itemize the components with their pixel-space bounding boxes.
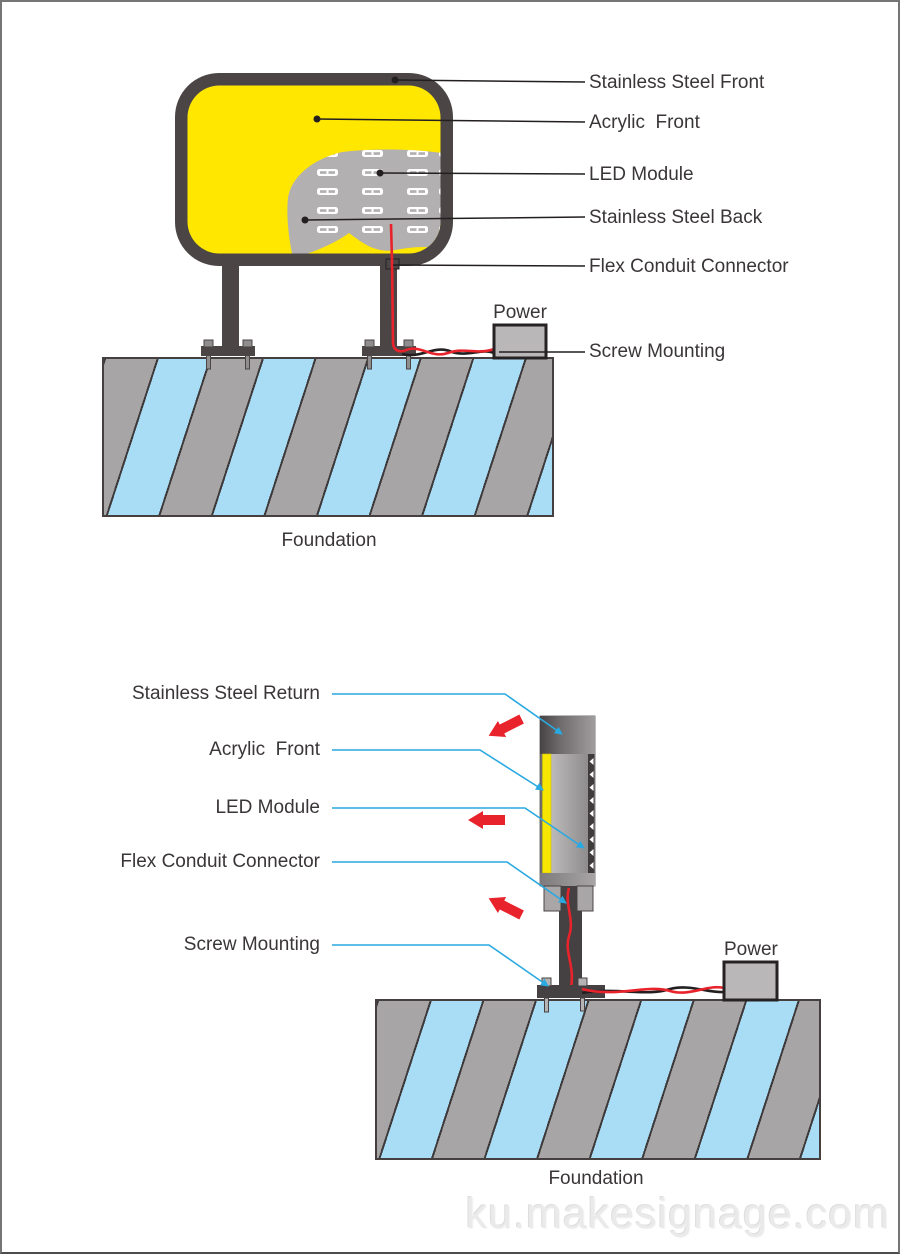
label-stainless-steel-back: Stainless Steel Back <box>589 207 763 228</box>
label-acrylic-front-side: Acrylic Front <box>209 739 320 760</box>
sign-posts <box>222 264 397 348</box>
base-plates <box>201 346 416 356</box>
label-screw-mounting-side: Screw Mounting <box>183 934 320 955</box>
label-led-module-side: LED Module <box>215 797 320 818</box>
label-foundation-bottom: Foundation <box>548 1168 644 1189</box>
diagram-graphics <box>2 2 900 1254</box>
label-stainless-steel-return: Stainless Steel Return <box>132 683 320 704</box>
label-flex-conduit-connector-side: Flex Conduit Connector <box>120 851 320 872</box>
stainless-steel-return-band <box>540 716 595 754</box>
sign-interior <box>551 754 588 873</box>
label-foundation-top: Foundation <box>281 530 377 551</box>
label-screw-mounting: Screw Mounting <box>589 341 726 362</box>
acrylic-front-strip <box>543 754 552 873</box>
power-box-side-view <box>724 962 777 1000</box>
label-stainless-steel-front: Stainless Steel Front <box>589 72 765 93</box>
sign-bottom-cap <box>540 873 595 886</box>
sign-front-view <box>175 73 585 369</box>
watermark: ku.makesignage.com <box>465 1190 890 1238</box>
label-power-top: Power <box>493 302 547 323</box>
power-box-front-view <box>494 325 546 358</box>
mounting-screws <box>207 354 411 369</box>
label-flex-conduit-connector: Flex Conduit Connector <box>589 256 789 277</box>
label-power-bottom: Power <box>724 939 778 960</box>
label-led-module: LED Module <box>589 164 694 185</box>
sign-side-view <box>332 694 777 1012</box>
led-chevrons <box>590 758 594 869</box>
label-acrylic-front: Acrylic Front <box>589 112 700 133</box>
stainless-steel-back-panel <box>287 149 442 258</box>
red-direction-arrows <box>468 711 526 923</box>
